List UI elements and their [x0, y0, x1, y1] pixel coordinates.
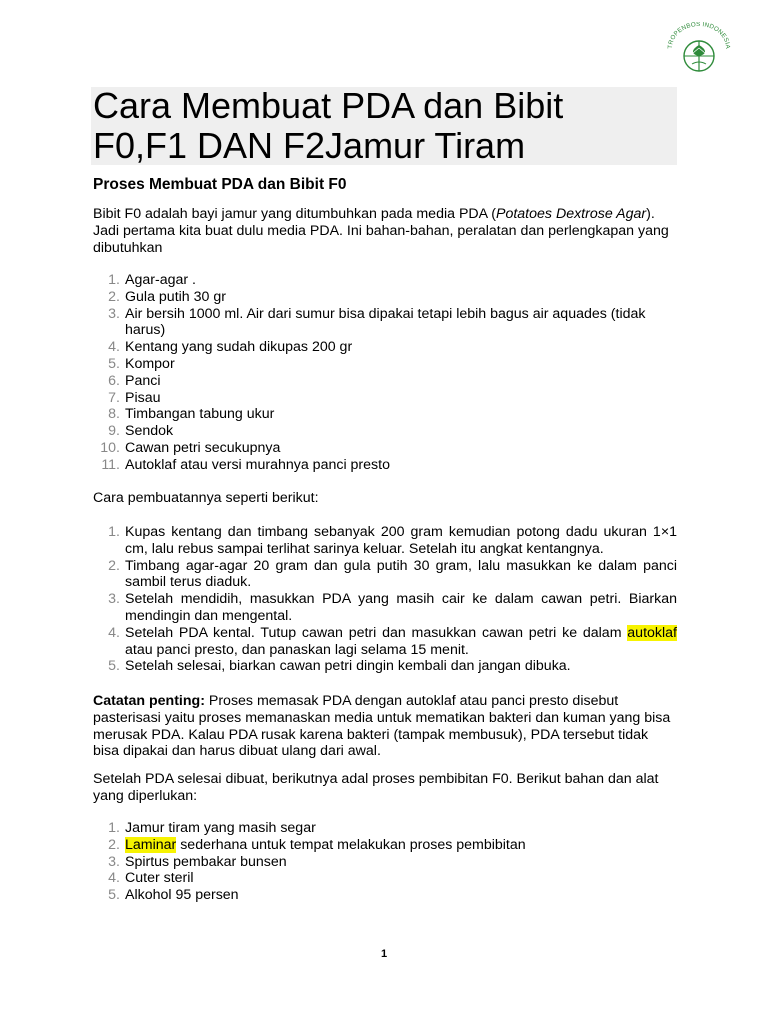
list-item: 2. Laminar sederhana untuk tempat melakukan proses pembibitan — [108, 836, 526, 853]
note-paragraph: Catatan penting: Proses memasak PDA dengan autoklaf atau panci presto disebut pasterisasi yaitu proses memanaskan media untuk mematikan bakteri dan kuman yang bisa merusak PDA. Kalau PDA rusak karena bakteri (tampak membusuk), PDA tersebut tidak bisa dipakai dan harus dibuat ulang dari awal. — [93, 693, 671, 760]
steps-list — [93, 524, 677, 675]
list-item: 3. Setelah mendidih, masukkan PDA yang masih cair ke dalam cawan petri. Biarkan mendingin dan mengental. — [108, 591, 677, 624]
list-item: 6. Panci — [108, 372, 161, 389]
list-item: 5. Alkohol 95 persen — [108, 887, 239, 904]
list-item: 9. Sendok — [108, 423, 174, 440]
list-item: 3. Air bersih 1000 ml. Air dari sumur bisa dipakai tetapi lebih bagus air aquades (tidak harus) — [108, 305, 646, 339]
list-item: 2. Timbang agar-agar 20 gram dan gula putih 30 gram, lalu masukkan ke dalam panci sambil terus diaduk. — [108, 557, 677, 591]
f0-materials-list — [93, 820, 677, 904]
list-item: 1. Agar-agar . — [108, 272, 196, 288]
title-line-2: F0,F1 DAN F2Jamur Tiram — [93, 125, 526, 166]
list-item: 10. Cawan petri secukupnya — [100, 439, 281, 456]
list-item: 4. Setelah PDA kental. Tutup cawan petri dan masukkan cawan petri ke dalam autoklaf atau panci presto, dan panaskan lagi selama 15 menit. — [108, 624, 677, 658]
note-label: Catatan penting: — [93, 693, 205, 709]
list-item: 1. Jamur tiram yang masih segar — [108, 820, 316, 836]
list-item: 8. Timbangan tabung ukur — [108, 406, 275, 423]
list-item: 4. Cuter steril — [108, 870, 194, 887]
highlighted-term: autoklaf — [627, 624, 677, 641]
highlighted-term: Laminar — [125, 836, 177, 853]
intro-paragraph: Bibit F0 adalah bayi jamur yang ditumbuhkan pada media PDA (Potatoes Dextrose Agar). Jadi pertama kita buat dulu media PDA. Ini bahan-bahan, peralatan dan perlengkapan yang dibutuhkan — [93, 206, 669, 256]
list-item: 4. Kentang yang sudah dikupas 200 gr — [108, 339, 353, 356]
list-item: 5. Kompor — [108, 355, 175, 372]
list-item: 2. Gula putih 30 gr — [108, 288, 226, 305]
list-item: 5. Setelah selesai, biarkan cawan petri dingin kembali dan jangan dibuka. — [108, 658, 571, 675]
list-item: 11. Autoklaf atau versi murahnya panci presto — [101, 456, 390, 473]
list-item: 1. Kupas kentang dan timbang sebanyak 200 gram kemudian potong dadu ukuran 1×1 cm, lalu rebus sampai terlihat sarinya keluar. Setelah itu angkat kentangnya. — [108, 524, 677, 557]
section-heading: Proses Membuat PDA dan Bibit F0 — [93, 176, 347, 193]
list-item: 3. Spirtus pembakar bunsen — [108, 853, 287, 870]
f0-intro-paragraph: Setelah PDA selesai dibuat, berikutnya adal proses pembibitan F0. Berikut bahan dan alat yang diperlukan: — [93, 771, 659, 804]
svg-text:TROPENBOS INDONESIA: TROPENBOS INDONESIA — [666, 22, 732, 50]
materials-list — [93, 272, 677, 474]
list-item: 7. Pisau — [108, 389, 161, 406]
tropenbos-logo — [666, 22, 732, 74]
document-title — [93, 86, 563, 166]
page-number: 1 — [380, 948, 388, 960]
steps-intro: Cara pembuatannya seperti berikut: — [93, 490, 319, 506]
title-line-1: Cara Membuat PDA dan Bibit — [93, 85, 564, 126]
